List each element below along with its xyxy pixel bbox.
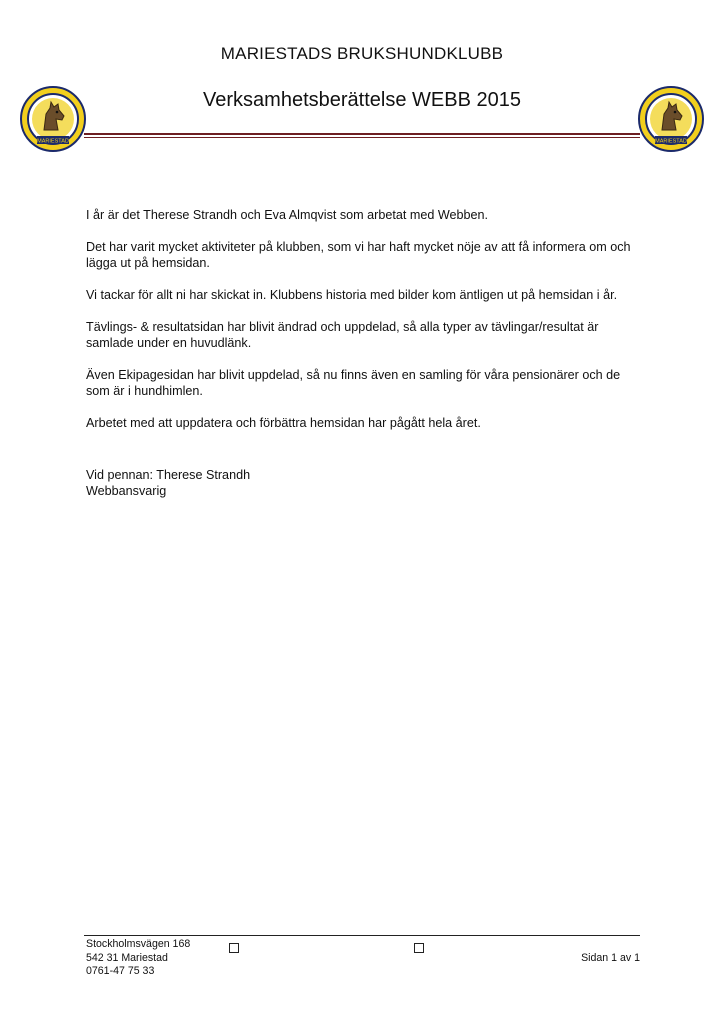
address-phone: 0761-47 75 33 bbox=[86, 965, 155, 977]
paragraph: Det har varit mycket aktiviteter på klubben, som vi har haft mycket nöje av att få informera om och lägga ut på hemsidan. bbox=[86, 240, 631, 270]
organization-name: MARIESTADS BRUKSHUNDKLUBB bbox=[220, 44, 504, 63]
checkbox-1[interactable] bbox=[229, 943, 239, 953]
paragraph: Vi tackar för allt ni har skickat in. Klubbens historia med bilder kom äntligen ut på hemsidan i år. bbox=[86, 288, 618, 302]
paragraph: Även Ekipagesidan har blivit uppdelad, så nu finns även en samling för våra pensionärer och de som är i hundhimlen. bbox=[86, 368, 621, 398]
signature-author: Vid pennan: Therese Strandh bbox=[86, 468, 251, 482]
paragraph: Tävlings- & resultatsidan har blivit ändrad och uppdelad, så alla typer av tävlingar/resultat är samlade under en huvudlänk. bbox=[86, 320, 599, 350]
footer-address bbox=[86, 938, 190, 979]
header-rule-thick bbox=[84, 133, 640, 135]
paragraph: Arbetet med att uppdatera och förbättra hemsidan har pågått hela året. bbox=[86, 416, 481, 430]
footer-rule bbox=[84, 935, 640, 936]
signature-role: Webbansvarig bbox=[86, 484, 167, 498]
checkbox-2[interactable] bbox=[414, 943, 424, 953]
address-city: 542 31 Mariestad bbox=[86, 951, 168, 964]
header-rule-thin bbox=[84, 137, 640, 138]
document-title: Verksamhetsberättelse WEBB 2015 bbox=[203, 89, 521, 111]
emblem-label: MARIESTAD bbox=[655, 138, 687, 145]
report-body bbox=[86, 207, 642, 447]
emblem-label: MARIESTAD bbox=[37, 138, 69, 145]
page-number: Sidan 1 av 1 bbox=[581, 952, 640, 964]
signature-block bbox=[86, 467, 642, 499]
paragraph: I år är det Therese Strandh och Eva Almqvist som arbetat med Webben. bbox=[86, 208, 489, 222]
address-street: Stockholmsvägen 168 bbox=[86, 938, 191, 950]
